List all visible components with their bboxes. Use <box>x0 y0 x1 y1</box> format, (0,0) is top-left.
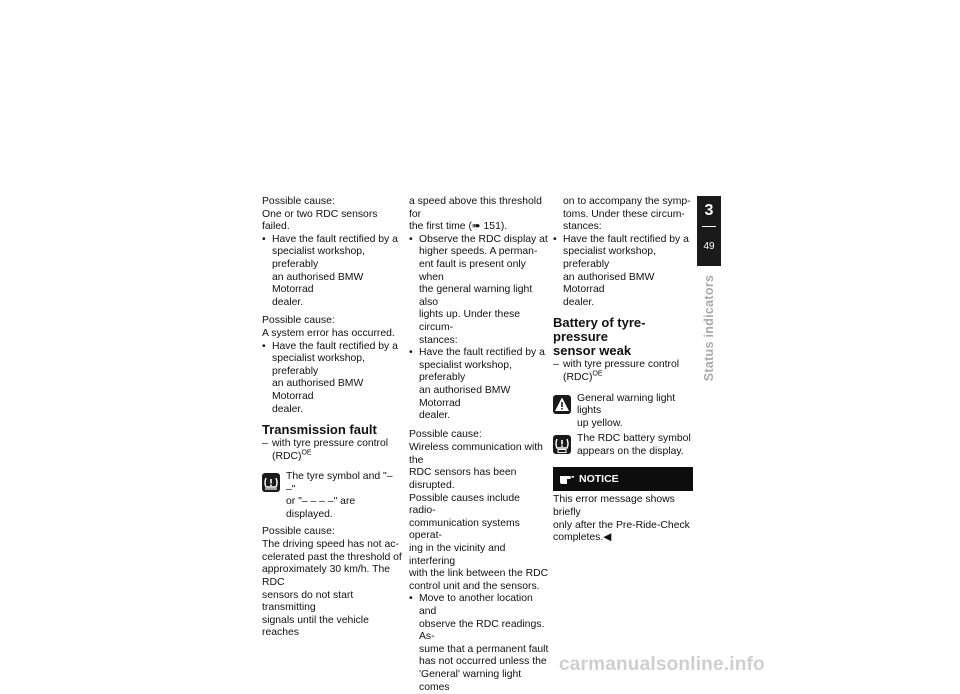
battery-symbol-row: The RDC battery symbol appears on the display. <box>553 433 693 459</box>
bullet-item: • Have the fault rectified by a specialist workshop, preferably an authorised BMW Motorrad dealer. <box>262 340 398 415</box>
tyre-battery-icon <box>553 435 571 454</box>
side-section-label: Status indicators <box>702 274 716 382</box>
cause-text: A system error has occurred. <box>262 327 395 339</box>
cause-text: One or two RDC sensors failed. <box>262 208 378 233</box>
notice-label: NOTICE <box>579 473 619 486</box>
chapter-number: 3 <box>704 202 714 219</box>
possible-cause-label: Possible cause: <box>409 428 482 440</box>
pointing-hand-icon <box>559 472 575 491</box>
warning-light-row: General warning light lights up yellow. <box>553 393 693 431</box>
warning-triangle-icon <box>553 395 571 414</box>
continued-text: a speed above this threshold for the first time (➠ 151). <box>409 196 542 233</box>
continued-text: on to accompany the symp- toms. Under these circum- stances: <box>563 196 691 233</box>
notice-text: This error message shows briefly only after the Pre-Ride-Check completes.◀ <box>553 494 690 544</box>
column-2 <box>409 196 549 694</box>
bullet-item: • Have the fault rectified by a specialist workshop, preferably an authorised BMW Motorrad dealer. <box>553 233 689 308</box>
tyre-pressure-icon <box>262 473 280 492</box>
page-number: 49 <box>703 241 715 252</box>
tyre-symbol-row: The tyre symbol and "– –" or "– – – –" are displayed. <box>262 471 402 521</box>
bullet-item: • Observe the RDC display at higher speeds. A perman- ent fault is present only when the general warning light also lights up. Under these circum- stances: <box>409 233 548 346</box>
cause-text: Wireless communication with the RDC sensors has been disrupted. Possible causes include radio- communication systems operat- ing in the vicinity and interfering with the link between the RDC control unit and the sensors. <box>409 442 549 592</box>
possible-cause-label: Possible cause: <box>262 525 335 537</box>
column-1 <box>262 196 402 640</box>
section-heading-transmission-fault: Transmission fault <box>262 422 377 438</box>
notice-banner <box>553 467 693 491</box>
section-heading-battery-weak: Battery of tyre-pressure sensor weak <box>553 315 646 359</box>
watermark: carmanualsonline.info <box>559 654 765 675</box>
possible-cause-label: Possible cause: <box>262 315 335 327</box>
cause-text: The driving speed has not ac- celerated past the threshold of approximately 30 km/h. The RDC sensors do not start transmitting signals until the vehicle reaches <box>262 539 402 639</box>
equipment-note: – with tyre pressure control (RDC)$^{OE}$ <box>262 438 389 462</box>
column-3 <box>553 196 693 545</box>
bullet-item: • Have the fault rectified by a specialist workshop, preferably an authorised BMW Motorrad dealer. <box>262 233 398 308</box>
bullet-item: • Move to another location and observe the RDC readings. As- sume that a permanent fault has not occurred unless the 'General' warning light comes <box>409 593 549 693</box>
chapter-tab <box>697 196 721 266</box>
equipment-note: – with tyre pressure control (RDC)$^{OE}$ <box>553 359 680 383</box>
divider <box>702 226 716 227</box>
possible-cause-label: Possible cause: <box>262 196 335 207</box>
bullet-item: • Have the fault rectified by a specialist workshop, preferably an authorised BMW Motorrad dealer. <box>409 347 545 422</box>
